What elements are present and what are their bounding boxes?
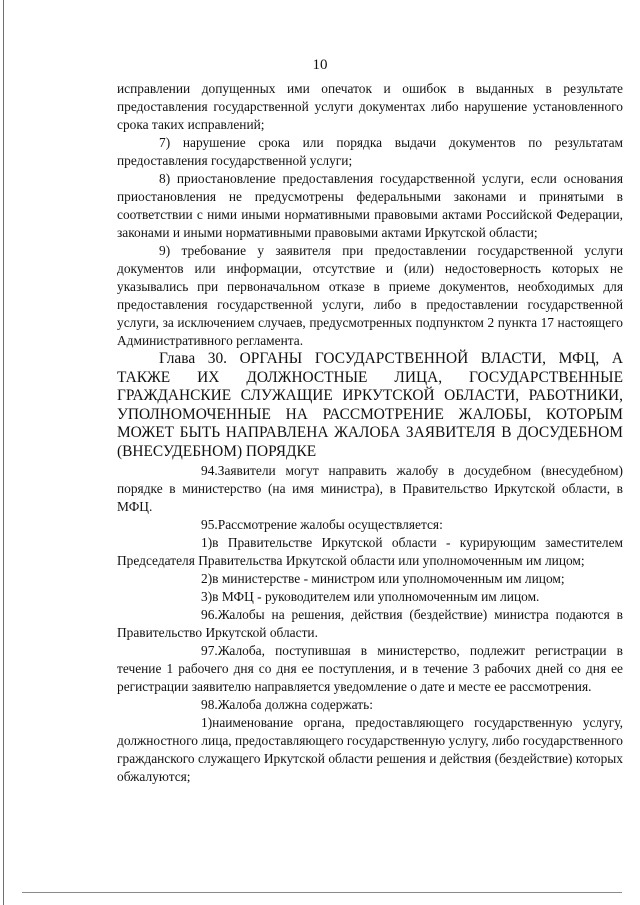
item-number: 1) bbox=[201, 714, 213, 730]
item-number: 97. bbox=[201, 642, 218, 658]
paragraph bbox=[117, 242, 623, 350]
item-number: 2) bbox=[201, 570, 213, 586]
paragraph bbox=[117, 588, 623, 606]
scan-bottom-edge bbox=[22, 892, 622, 893]
chapter-heading bbox=[117, 350, 623, 462]
paragraph-text: Рассмотрение жалобы осуществляется: bbox=[217, 516, 443, 532]
paragraph bbox=[117, 642, 623, 696]
paragraph bbox=[117, 80, 623, 134]
paragraph bbox=[117, 570, 623, 588]
page-number: 10 bbox=[312, 57, 328, 73]
item-number: 3) bbox=[201, 588, 213, 604]
paragraph bbox=[117, 134, 623, 170]
paragraph bbox=[117, 606, 623, 642]
document-body bbox=[117, 80, 623, 786]
paragraph-text: 9) требование у заявителя при предоставлении государственной услуги документов или информации, отсутствие и (или) недостоверность которых не указывались при первоначальном отказе в приеме документов, необходимых для предоставления государственной услуги, либо в предоставлении государственной услуги, за исключением случаев, предусмотренных подпунктом 2 пункта 17 настоящего Административного регламента. bbox=[117, 243, 623, 348]
scan-left-edge bbox=[3, 0, 4, 905]
paragraph-text: 7) нарушение срока или порядка выдачи документов по результатам предоставления государственной услуги; bbox=[117, 135, 623, 168]
paragraph-text: Заявители могут направить жалобу в досудебном (внесудебном) порядке в министерство (на имя министра), в Правительство Иркутской области, в МФЦ. bbox=[117, 462, 623, 514]
item-number: 98. bbox=[201, 696, 218, 712]
paragraph bbox=[117, 534, 623, 570]
paragraph-text: в Правительстве Иркутской области - курирующим заместителем Председателя Правительства Иркутской области или уполномоченным им лицом; bbox=[117, 534, 623, 568]
paragraph-text: в министерстве - министром или уполномоченным им лицом; bbox=[212, 570, 565, 586]
paragraph bbox=[117, 696, 623, 714]
paragraph-text: Жалоба должна содержать: bbox=[217, 696, 373, 712]
paragraph-text: исправлении допущенных ими опечаток и ошибок в выданных в результате предоставления государственной услуги документах либо нарушение установленного срока таких исправлений; bbox=[117, 81, 623, 132]
paragraph-text: в МФЦ - руководителем или уполномоченным им лицом. bbox=[212, 588, 540, 604]
paragraph-text: 8) приостановление предоставления государственной услуги, если основания приостановления не предусмотрены федеральными законами и принятыми в соответствии с ними иными нормативными правовыми актами Российской Федерации, законами и иными нормативными правовыми актами Иркутской области; bbox=[117, 171, 623, 240]
paragraph bbox=[117, 516, 623, 534]
item-number: 94. bbox=[201, 462, 218, 478]
paragraph-text: Глава 30. ОРГАНЫ ГОСУДАРСТВЕННОЙ ВЛАСТИ, МФЦ, А ТАКЖЕ ИХ ДОЛЖНОСТНЫЕ ЛИЦА, ГОСУДАРСТВЕННЫЕ ГРАЖДАНСКИЕ СЛУЖАЩИЕ ИРКУТСКОЙ ОБЛАСТИ, РАБОТНИКИ, УПОЛНОМОЧЕННЫЕ НА РАССМОТРЕНИЕ ЖАЛОБЫ, КОТОРЫМ МОЖЕТ БЫТЬ НАПРАВЛЕНА ЖАЛОБА ЗАЯВИТЕЛЯ В ДОСУДЕБНОМ (ВНЕСУДЕБНОМ) ПОРЯДКЕ bbox=[117, 350, 623, 460]
paragraph-text: Жалоба, поступившая в министерство, подлежит регистрации в течение 1 рабочего дня со дня ее поступления, и в течение 3 рабочих дней со дня ее регистрации заявителю направляется уведомление о дате и месте ее рассмотрения. bbox=[117, 642, 623, 694]
paragraph-text: Жалобы на решения, действия (бездействие) министра подаются в Правительство Иркутской области. bbox=[117, 606, 623, 640]
paragraph bbox=[117, 170, 623, 242]
item-number: 1) bbox=[201, 534, 213, 550]
item-number: 95. bbox=[201, 516, 218, 532]
item-number: 96. bbox=[201, 606, 218, 622]
paragraph bbox=[117, 462, 623, 516]
paragraph-text: наименование органа, предоставляющего государственную услугу, должностного лица, предоставляющего государственную услугу, либо государственного гражданского служащего Иркутской области решения и действия (бездействие) которых обжалуются; bbox=[117, 714, 623, 784]
paragraph bbox=[117, 714, 623, 786]
